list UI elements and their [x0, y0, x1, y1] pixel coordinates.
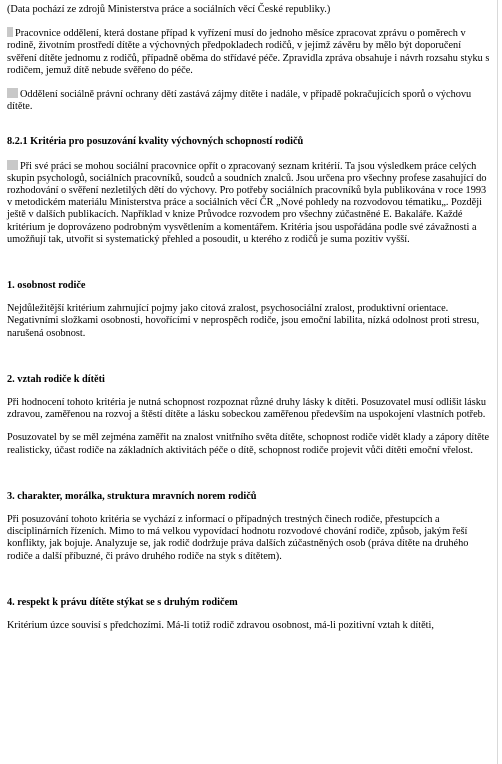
criterion-heading: 1. osobnost rodiče [7, 280, 86, 292]
body-paragraph: Posuzovatel by se měl zejména zaměřit na znalost vnitřního světa dítěte, schopnost rodiče vidět klady a zápory dítěte realisticky, účast rodiče na základních aktivitách péče o dítě, schopnost rodiče projevit vůči dítěti emoční vřelost. [7, 432, 490, 456]
body-paragraph: Kritérium úzce souvisí s předchozími. Má-li totiž rodič zdravou osobnost, má-li pozitivní vztah k dítěti, [7, 620, 434, 632]
body-paragraph: Nejdůležitější kritérium zahrnující pojmy jako citová zralost, psychosociální zralost, produktivní orientace. Negativními složkami osobnosti, hovořícími v neprospěch rodiče, jsou emoční labilita, nízká odolnost proti stresu, narušená osobnost. [7, 303, 480, 339]
body-paragraph: Při své práci se mohou sociální pracovnice opřít o zpracovaný seznam kritérií. Ta jsou výsledkem práce celých skupin psychologů, sociálních pracovníků, soudců a soudních znalců. Jsou určena pro všechny profese zasahující do rozhodování o svěření nezletilých dětí do výchovy. Pro potřeby sociálních pracovníků byla publikována v roce 1993 v metodickém materiálu Ministerstva práce a sociálních věcí ČR „Nové pohledy na rozvodovou tématiku„. Později ještě v dalších publikacích. Například v knize Průvodce rozvodem pro všechny zúčastněné E. Bakaláře. Každé kritérium je doprovázeno podrobným vysvětlením a komentářem. Kritéria jsou uspořádána podle své závažnosti a umožňují tak, utvořit si systematický přehled a posoudit, u kterého z rodičů je suma pozitiv vyšší. [7, 160, 487, 245]
indent-mark [7, 27, 13, 37]
criterion-heading: 4. respekt k právu dítěte stýkat se s druhým rodičem [7, 596, 238, 608]
section-heading: 8.2.1 Kritéria pro posuzování kvality výchovných schopností rodičů [7, 136, 304, 148]
page-edge-divider [497, 0, 498, 764]
indent-mark [7, 88, 18, 98]
body-paragraph: Pracovnice oddělení, která dostane případ k vyřízení musí do jednoho měsíce zpracovat zprávu o poměrech v rodině, životním prostředí dítěte a výchovných předpokladech rodičů, v jejímž závěru by mělo být doporučení svěření dítěte jednomu z rodičů, případně oběma do střídavé péče. Zpravidla zpráva obsahuje i návrh rozsahu styku s rodičem, jemuž dítě nebude svěřeno do péče. [7, 28, 490, 76]
criterion-heading: 3. charakter, morálka, struktura mravních norem rodičů [7, 490, 257, 502]
body-paragraph: Oddělení sociálně právní ochrany dětí zastává zájmy dítěte i nadále, v případě pokračujících sporů o výchovu dítěte. [7, 89, 472, 113]
criterion-heading: 2. vztah rodiče k dítěti [7, 373, 105, 385]
body-paragraph: Při posuzování tohoto kritéria se vychází z informací o případných trestných činech rodiče, přestupcích a disciplinárních řízeních. Mimo to má velkou vypovídací hodnotu rozvodové chování rodiče, způsob, jakým řeší konflikty, jak bojuje. Analyzuje se, jak rodič dodržuje práva dalších zúčastněných osob (práva dítěte na druhého rodiče a další příbuzné, či právo druhého rodiče na styk s dítětem). [7, 514, 469, 562]
body-paragraph: Při hodnocení tohoto kritéria je nutná schopnost rozpoznat různé druhy lásky k dítěti. Posuzovatel musí odlišit lásku zdravou, zaměřenou na rozvoj a štěstí dítěte a lásku sobeckou zaměřenou především na uspokojení vlastních potřeb. [7, 397, 487, 421]
indent-mark [7, 160, 18, 170]
source-note: (Data pochází ze zdrojů Ministerstva práce a sociálních věcí České republiky.) [7, 4, 331, 15]
